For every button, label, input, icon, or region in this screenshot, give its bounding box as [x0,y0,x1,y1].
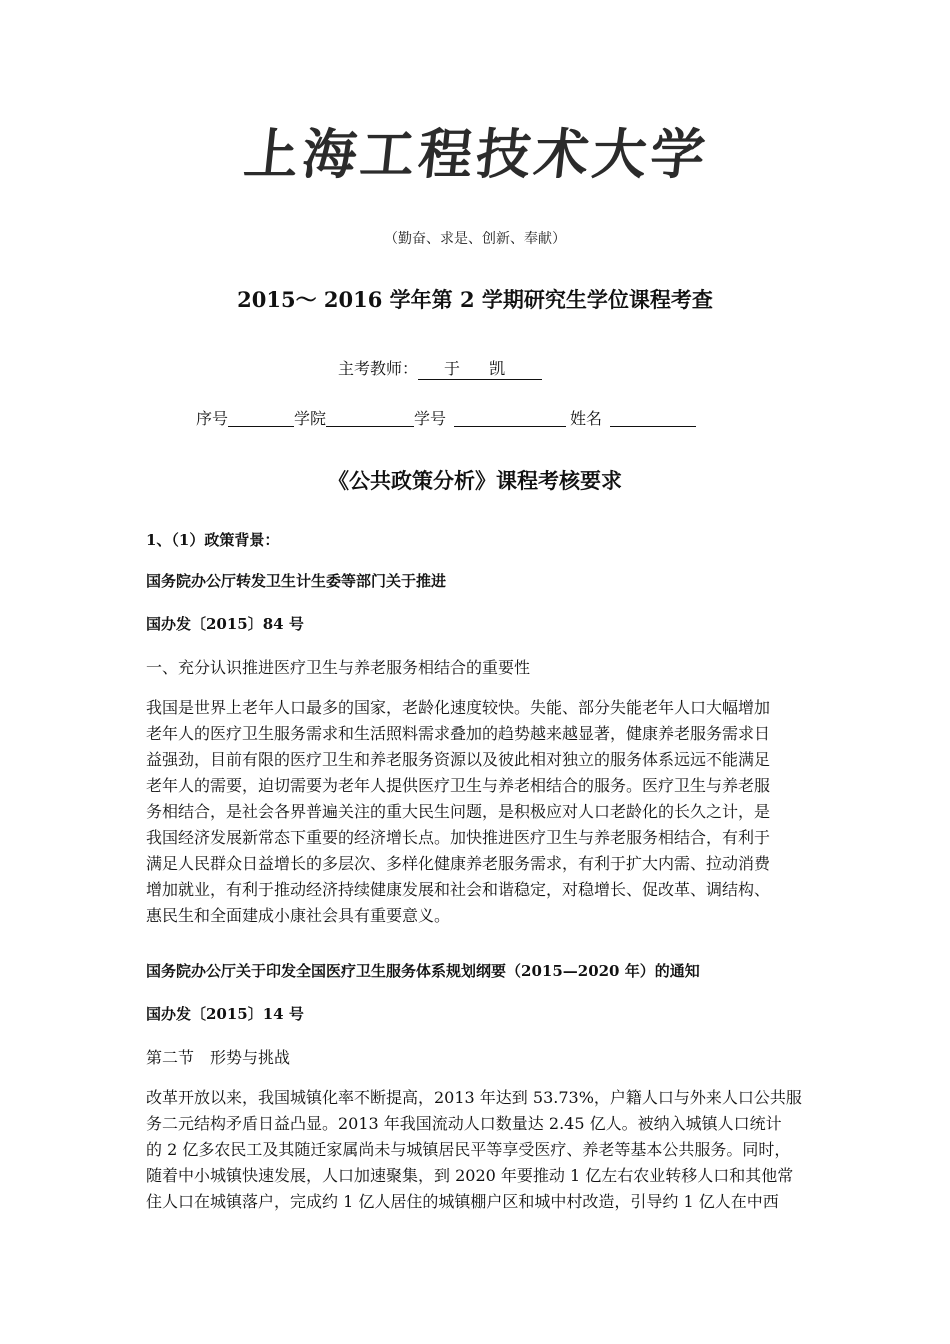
field-label-name: 姓名 [570,409,603,428]
paragraph-line: 老年人的需要，迫切需要为老年人提供医疗卫生与养老相结合的服务。医疗卫生与养老服 [146,776,771,795]
doc1-number: 国办发〔2015〕84 号 [146,615,304,633]
teacher-label: 主考教师： [338,359,419,378]
doc2-title: 国务院办公厅关于印发全国医疗卫生服务体系规划纲要（2015—2020 年）的通知 [146,962,700,980]
field-label-seq: 序号 [196,409,229,428]
studentid-blank[interactable] [454,410,566,427]
page-title: 2015～ 2016 学年第 2 学期研究生学位课程考查 [237,287,713,312]
name-blank[interactable] [610,410,696,427]
doc2-number: 国办发〔2015〕14 号 [146,1005,304,1023]
logo-char: 程 [415,121,476,186]
paragraph-line: 益强劲，目前有限的医疗卫生和养老服务资源以及彼此相对独立的服务体系远远不能满足 [146,750,771,769]
paragraph-line: 我国经济发展新常态下重要的经济增长点。加快推进医疗卫生与养老服务相结合，有利于 [146,828,771,847]
doc1-title: 国务院办公厅转发卫生计生委等部门关于推进 [146,572,447,590]
teacher-name: 于 凯 [418,356,542,380]
logo-char: 工 [357,121,418,186]
seq-blank[interactable] [228,410,294,427]
paragraph-line: 老年人的医疗卫生服务需求和生活照料需求叠加的趋势越来越显著，健康养老服务需求日 [146,724,771,743]
logo-char: 技 [473,121,534,186]
paragraph-line: 改革开放以来，我国城镇化率不断提高，2013 年达到 53.73%，户籍人口与外来人口公共服 [146,1088,802,1107]
doc2-section-heading: 第二节 形势与挑战 [146,1048,291,1067]
logo-char: 上 [241,121,302,186]
logo-char: 术 [531,121,592,186]
logo-char: 大 [589,121,650,186]
teacher-line [338,356,542,380]
section-heading: 1、（1）政策背景： [146,531,280,549]
paragraph-line: 务二元结构矛盾日益凸显。2013 年我国流动人口数量达 2.45 亿人。被纳入城镇人口统计 [146,1114,782,1133]
doc1-paragraph [146,695,810,929]
logo-char: 海 [299,121,360,186]
motto: （勤奋、求是、创新、奉献） [384,231,566,247]
paragraph-line: 惠民生和全面建成小康社会具有重要意义。 [146,906,451,925]
paragraph-line: 增加就业，有利于推动经济持续健康发展和社会和谐稳定，对稳增长、促改革、调结构、 [146,880,771,899]
field-label-studentid: 学号 [414,409,447,428]
id-fields-line [196,406,696,429]
paragraph-line: 务相结合，是社会各界普遍关注的重大民生问题，是积极应对人口老龄化的长久之计，是 [146,802,771,821]
college-blank[interactable] [326,410,414,427]
doc2-paragraph [146,1085,810,1215]
paragraph-line: 的 2 亿多农民工及其随迁家属尚未与城镇居民平等享受医疗、养老等基本公共服务。同时， [146,1140,791,1159]
paragraph-line: 我国是世界上老年人口最多的国家，老龄化速度较快。失能、部分失能老年人口大幅增加 [146,698,771,717]
course-requirements-title: 《公共政策分析》课程考核要求 [328,468,622,493]
paragraph-line: 随着中小城镇快速发展，人口加速聚集，到 2020 年要推动 1 亿左右农业转移人口和其他常 [146,1166,794,1185]
university-logo [241,118,708,186]
field-label-college: 学院 [294,409,327,428]
doc1-section-heading: 一、充分认识推进医疗卫生与养老服务相结合的重要性 [146,658,531,677]
paragraph-line: 满足人民群众日益增长的多层次、多样化健康养老服务需求，有利于扩大内需、拉动消费 [146,854,771,873]
logo-char: 学 [647,121,708,186]
paragraph-line: 住人口在城镇落户，完成约 1 亿人居住的城镇棚户区和城中村改造，引导约 1 亿人在中西 [146,1192,779,1211]
